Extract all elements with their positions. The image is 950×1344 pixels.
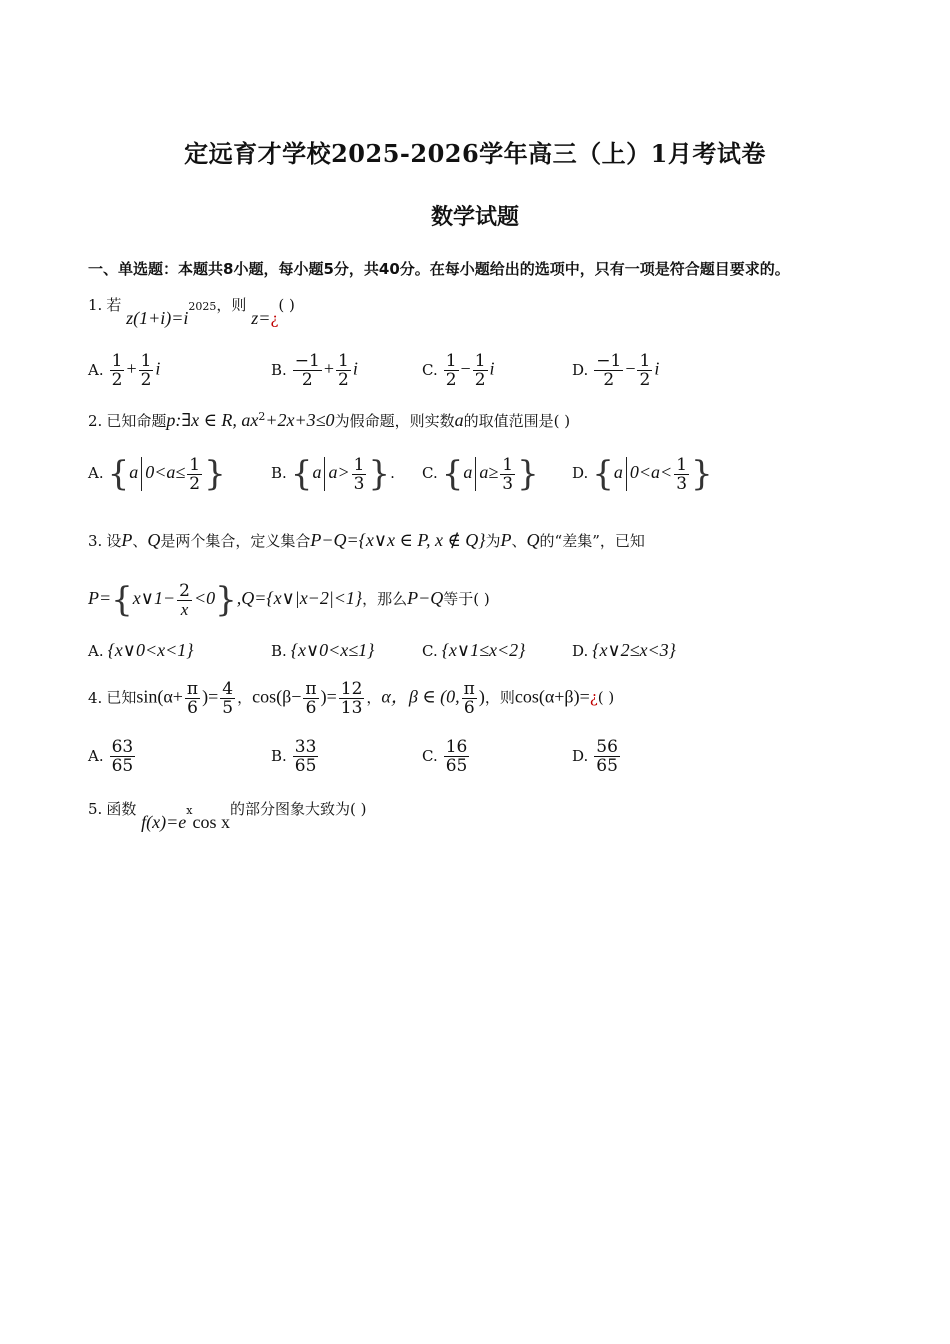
- q2-option-b: B. {a a> $\frac{1}{3}$ }.: [271, 454, 395, 494]
- fraction: $\frac{4}{5}$: [222, 679, 234, 718]
- q1-option-c: C. $\frac{1}{2}$ − $\frac{1}{2}$ i: [422, 351, 495, 390]
- fraction: $\frac{1}{2}$: [445, 351, 457, 390]
- question-number: 1.: [88, 296, 103, 314]
- question-number: 4.: [88, 688, 103, 707]
- exam-subtitle: 数学试题: [430, 204, 519, 230]
- fraction: $\frac{1}{3}$: [353, 454, 365, 494]
- q4-option-d: D. $\frac{56}{65}$: [572, 737, 618, 776]
- math-exponent: 2025: [188, 300, 217, 313]
- q2-option-c: C. {a a≥ $\frac{1}{3}$ }: [422, 454, 539, 494]
- q3-option-a: A. {x∨0<x<1}: [88, 640, 194, 660]
- fraction: $\frac{1}{2}$: [474, 351, 486, 390]
- q4-option-b: B. $\frac{33}{65}$: [271, 737, 317, 776]
- fraction: $\frac{1}{2}$: [140, 351, 152, 390]
- fraction: $\frac{\pi}{6}$: [305, 679, 317, 718]
- q1-option-d: D. $\frac{-1}{2}$ − $\frac{1}{2}$ i: [572, 351, 660, 390]
- garbled-glyph: ¿: [270, 310, 279, 328]
- question-number: 3.: [88, 532, 103, 550]
- fraction: $\frac{1}{2}$: [338, 351, 349, 390]
- exam-title: 定远育才学校2025-2026学年高三（上）1月考试卷: [184, 139, 766, 168]
- math-expr: z=: [251, 308, 271, 328]
- answer-paren: ( ): [278, 296, 295, 314]
- garbled-glyph: ¿: [589, 688, 598, 707]
- question-text: ，则: [216, 296, 247, 314]
- fraction: $\frac{2}{x}$: [179, 580, 190, 619]
- math-expr: f(x)=e: [141, 812, 187, 832]
- math-expr: P−Q={x∨x ∈ P, x ∉ Q}: [310, 530, 486, 550]
- question-number: 5.: [88, 800, 103, 818]
- math-expr: p:∃x ∈ R, ax: [166, 410, 259, 430]
- question-2: 2. 已知命题p:∃x ∈ R, $ax^2+2x+3\le 0$为假命题，则实数a的取值范围是( ): [88, 410, 571, 430]
- question-4: 4. 已知sin(α+ $\frac{\pi}{6}$ )= $\frac{4}{5}$ ，cos(β− $\frac{\pi}{6}$ )= $\frac{12}{13}$ ，α，β ∈ (0, $\frac{\pi}{6}$ )，则cos(α+β)=¿( ): [88, 679, 615, 718]
- fraction: $\frac{\pi}{6}$: [186, 679, 199, 718]
- fraction: $\frac{63}{65}$: [111, 737, 134, 776]
- question-text: 若: [106, 296, 122, 314]
- fraction: $\frac{56}{65}$: [596, 737, 618, 776]
- math-expr: z(1+i)=i: [126, 308, 189, 328]
- question-3: 3. 设P、Q是两个集合，定义集合P−Q={x∨x ∈ P, x ∉ Q}为P、Q的“差集”，已知: [88, 530, 645, 550]
- fraction: $\frac{\pi}{6}$: [463, 679, 475, 718]
- q2-option-a: A. {a 0<a≤ $\frac{1}{2}$ }: [88, 454, 226, 494]
- q3-option-d: D. {x∨2≤x<3}: [572, 640, 676, 660]
- question-1: [88, 294, 295, 328]
- question-3-line-2: P={x∨1− $\frac{2}{x}$ <0},Q={x∨|x−2|<1}，那么P−Q等于( ): [88, 580, 490, 620]
- fraction: $\frac{1}{2}$: [639, 351, 651, 390]
- fraction: $\frac{1}{2}$: [111, 351, 123, 390]
- fraction: $\frac{1}{3}$: [676, 454, 688, 494]
- fraction: $\frac{16}{65}$: [445, 737, 468, 776]
- fraction: $\frac{1}{2}$: [189, 454, 201, 494]
- question-5: 5. 函数 $f(x)=e^x\cos$ x的部分图象大致为( ): [88, 800, 367, 832]
- q4-option-c: C. $\frac{16}{65}$: [422, 737, 468, 776]
- q3-option-c: C. {x∨1≤x<2}: [422, 640, 526, 660]
- q2-option-d: D. {a 0<a< $\frac{1}{3}$ }: [572, 454, 713, 494]
- fraction: $\frac{1}{3}$: [502, 454, 514, 494]
- fraction: $\frac{33}{65}$: [294, 737, 317, 776]
- q1-option-a: A. $\frac{1}{2}$ + $\frac{1}{2}$ i: [88, 351, 161, 390]
- fraction: $\frac{-1}{2}$: [596, 351, 622, 390]
- q3-option-b: B. {x∨0<x≤1}: [271, 640, 375, 660]
- fraction: $\frac{12}{13}$: [340, 679, 363, 718]
- fraction: $\frac{-1}{2}$: [294, 351, 320, 390]
- q4-option-a: A. $\frac{63}{65}$: [88, 737, 134, 776]
- section-heading: 一、单选题：本题共8小题，每小题5分，共40分。在每小题给出的选项中，只有一项是符合题目要求的。: [88, 260, 790, 278]
- question-number: 2.: [88, 412, 103, 430]
- q1-option-b: B. $\frac{-1}{2}$ + $\frac{1}{2}$ i: [271, 351, 358, 390]
